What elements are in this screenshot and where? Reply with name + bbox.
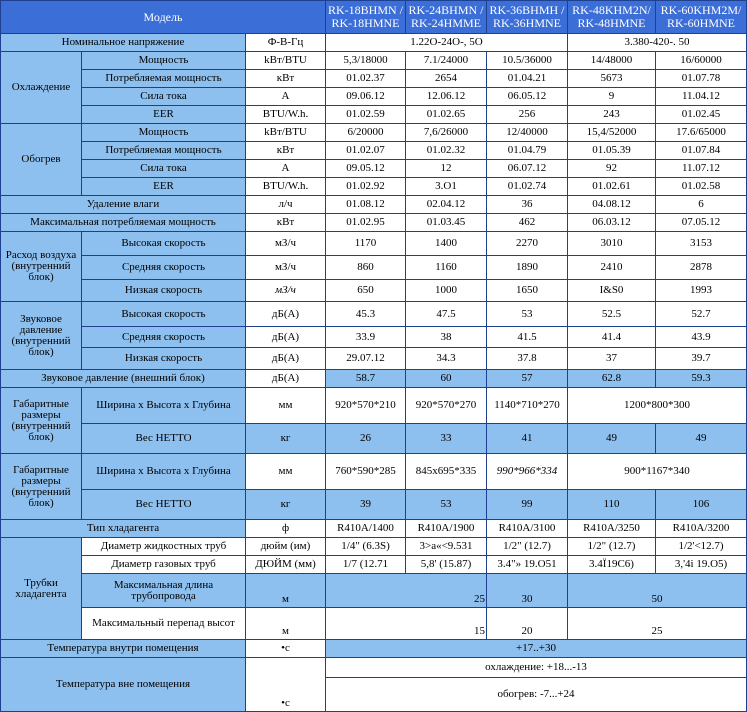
value-cell: 53: [406, 490, 487, 520]
dims-in-weight-row: [1, 424, 747, 454]
value-cell: 3010: [568, 232, 656, 256]
row-label: Средняя скорость: [82, 327, 246, 348]
value-cell: 09.06.12: [326, 88, 406, 106]
model-header: Модель: [1, 1, 326, 34]
row-label: Сила тока: [82, 160, 246, 178]
value-cell: 2270: [487, 232, 568, 256]
value-cell: 900*1167*340: [568, 454, 747, 490]
value-cell: 01.07.84: [656, 142, 747, 160]
value-cell: 43.9: [656, 327, 747, 348]
value-cell: 01.02.07: [326, 142, 406, 160]
value-cell: 1/2" (12.7): [487, 538, 568, 556]
value-cell: 760*590*285: [326, 454, 406, 490]
value-cell: 1993: [656, 280, 747, 302]
row-label: Максимальная длина трубопровода: [82, 574, 246, 608]
row-label: Температура вне помещения: [1, 658, 246, 712]
row-label: Ширина х Высота х Глубина: [82, 454, 246, 490]
model-2: RK-24BHMN / RK-24HMME: [406, 1, 487, 34]
value-cell: 1/4" (6.3S): [326, 538, 406, 556]
value-cell: 990*966*334: [487, 454, 568, 490]
row-label: Средняя скорость: [82, 256, 246, 280]
value-cell: I&S0: [568, 280, 656, 302]
group-cooling: Охлаждение: [1, 52, 82, 124]
value-cell: 49: [568, 424, 656, 454]
value-cell: 1140*710*270: [487, 388, 568, 424]
value-cell: 17.6/65000: [656, 124, 747, 142]
value-cell: 62.8: [568, 370, 656, 388]
heating-consumption-row: [1, 142, 747, 160]
value-cell: обогрев: -7...+24: [326, 678, 747, 712]
value-cell: 11.07.12: [656, 160, 747, 178]
airflow-low-row: [1, 280, 747, 302]
value-cell: 01.02.95: [326, 214, 406, 232]
unit-cell: дюйм (им): [246, 538, 326, 556]
value-cell: 3.О1: [406, 178, 487, 196]
unit-cell: л/ч: [246, 196, 326, 214]
value-cell: 06.07.12: [487, 160, 568, 178]
value-cell: 106: [656, 490, 747, 520]
value-cell: 25: [326, 574, 487, 608]
value-cell: 06.03.12: [568, 214, 656, 232]
voltage-row: [1, 34, 747, 52]
noise-mid-row: [1, 327, 747, 348]
row-label: Сила тока: [82, 88, 246, 106]
value-cell: 14/48000: [568, 52, 656, 70]
group-airflow: Расход воздуха (внутренний блок): [1, 232, 82, 302]
value-cell: 1400: [406, 232, 487, 256]
unit-cell: А: [246, 160, 326, 178]
unit-cell: •с: [246, 640, 326, 658]
refrigerant-row: [1, 520, 747, 538]
model-1: RK-18BHMN / RK-18HMNE: [326, 1, 406, 34]
unit-cell: •с: [246, 658, 326, 712]
value-cell: 1000: [406, 280, 487, 302]
unit-cell: kBт/BTU: [246, 124, 326, 142]
value-cell: 07.05.12: [656, 214, 747, 232]
pipes-gas-row: [1, 556, 747, 574]
value-cell: 02.04.12: [406, 196, 487, 214]
value-cell: 01.02.37: [326, 70, 406, 88]
value-cell: 15,4/52000: [568, 124, 656, 142]
value-cell: 845х695*335: [406, 454, 487, 490]
pipes-maxlen-row: [1, 574, 747, 608]
unit-cell: кВт: [246, 214, 326, 232]
row-label: Номинальное напряжение: [1, 34, 246, 52]
value-cell: 2410: [568, 256, 656, 280]
row-label: Мощность: [82, 52, 246, 70]
row-label: Вес НЕТТО: [82, 424, 246, 454]
value-cell: +17..+30: [326, 640, 747, 658]
row-label: Потребляемая мощность: [82, 142, 246, 160]
value-cell: 01.07.78: [656, 70, 747, 88]
value-cell: 920*570*270: [406, 388, 487, 424]
value-cell: 52.5: [568, 302, 656, 327]
value-cell: 16/60000: [656, 52, 747, 70]
model-3: RK-36BHMH / RK-36HMNE: [487, 1, 568, 34]
value-cell: 920*570*210: [326, 388, 406, 424]
temp-out-cooling-row: [1, 658, 747, 678]
value-cell: R410A/3200: [656, 520, 747, 538]
value-cell: 01.02.74: [487, 178, 568, 196]
value-cell: 37: [568, 348, 656, 370]
value-cell: 3.4"» 19.О51: [487, 556, 568, 574]
row-label: EER: [82, 106, 246, 124]
value-cell: 12.06.12: [406, 88, 487, 106]
value-cell: R410A/1900: [406, 520, 487, 538]
airflow-high-row: [1, 232, 747, 256]
value-cell: 57: [487, 370, 568, 388]
value-cell: 50: [568, 574, 747, 608]
value-cell: 53: [487, 302, 568, 327]
value-cell: 26: [326, 424, 406, 454]
unit-cell: дБ(А): [246, 302, 326, 327]
row-label: Звуковое давление (внешний блок): [1, 370, 246, 388]
value-cell: 01.08.12: [326, 196, 406, 214]
value-cell: 01.03.45: [406, 214, 487, 232]
row-label: Потребляемая мощность: [82, 70, 246, 88]
unit-cell: дБ(А): [246, 370, 326, 388]
value-cell: 39.7: [656, 348, 747, 370]
unit-cell: дБ(А): [246, 327, 326, 348]
value-cell: 30: [487, 574, 568, 608]
temp-in-row: [1, 640, 747, 658]
cooling-power-row: [1, 52, 747, 70]
row-label: Низкая скорость: [82, 348, 246, 370]
value-cell: 3,'4i 19.О5): [656, 556, 747, 574]
value-cell: 09.05.12: [326, 160, 406, 178]
unit-cell: ф: [246, 520, 326, 538]
value-cell: 39: [326, 490, 406, 520]
row-label: Высокая скорость: [82, 302, 246, 327]
dims-in-size-row: [1, 388, 747, 424]
noise-out-row: [1, 370, 747, 388]
row-label: Высокая скорость: [82, 232, 246, 256]
unit-cell: BTU/W.h.: [246, 178, 326, 196]
value-cell: 99: [487, 490, 568, 520]
value-cell: 20: [487, 608, 568, 640]
pipes-maxheight-row: [1, 608, 747, 640]
value-cell: 10.5/36000: [487, 52, 568, 70]
value-cell: 860: [326, 256, 406, 280]
value-cell: 15: [326, 608, 487, 640]
unit-cell: А: [246, 88, 326, 106]
row-label: Вес НЕТТО: [82, 490, 246, 520]
value-cell: 47.5: [406, 302, 487, 327]
unit-cell: мЗ/ч: [246, 256, 326, 280]
value-cell: 2654: [406, 70, 487, 88]
pipes-liquid-row: [1, 538, 747, 556]
value-cell: 49: [656, 424, 747, 454]
heating-current-row: [1, 160, 747, 178]
value-cell: R410A/3100: [487, 520, 568, 538]
value-cell: 01.02.32: [406, 142, 487, 160]
value-cell: 58.7: [326, 370, 406, 388]
row-label: Удаление влаги: [1, 196, 246, 214]
value-cell: 1170: [326, 232, 406, 256]
unit-cell: мм: [246, 454, 326, 490]
value-cell: 1/2'<12.7): [656, 538, 747, 556]
unit-cell: BTU/W.h.: [246, 106, 326, 124]
unit-cell: Ф-В-Гц: [246, 34, 326, 52]
value-cell: 41.4: [568, 327, 656, 348]
heating-eer-row: [1, 178, 747, 196]
value-cell: 01.04.79: [487, 142, 568, 160]
cooling-consumption-row: [1, 70, 747, 88]
unit-cell: м: [246, 574, 326, 608]
value-cell: 01.04.21: [487, 70, 568, 88]
value-cell: 37.8: [487, 348, 568, 370]
value-cell: 5,3/18000: [326, 52, 406, 70]
value-cell: 462: [487, 214, 568, 232]
value-cell: 3153: [656, 232, 747, 256]
value-cell: 41: [487, 424, 568, 454]
row-label: Диаметр жидкостных труб: [82, 538, 246, 556]
value-cell: 04.08.12: [568, 196, 656, 214]
value-cell: 1/2" (12.7): [568, 538, 656, 556]
value-cell: 01.02.45: [656, 106, 747, 124]
value-cell: R410A/1400: [326, 520, 406, 538]
unit-cell: мЗ/ч: [246, 232, 326, 256]
value-cell: 256: [487, 106, 568, 124]
unit-cell: кг: [246, 424, 326, 454]
value-cell: 34.3: [406, 348, 487, 370]
value-cell: 25: [568, 608, 747, 640]
value-cell: 1.22О-24О-, 5О: [326, 34, 568, 52]
value-cell: 5,8' (15.87): [406, 556, 487, 574]
value-cell: 3>a«<9.531: [406, 538, 487, 556]
value-cell: 1/7 (12.71: [326, 556, 406, 574]
row-label: Низкая скорость: [82, 280, 246, 302]
value-cell: 01.05.39: [568, 142, 656, 160]
dehumid-row: [1, 196, 747, 214]
unit-cell: кВт: [246, 142, 326, 160]
value-cell: 1160: [406, 256, 487, 280]
value-cell: R410A/3250: [568, 520, 656, 538]
value-cell: 41.5: [487, 327, 568, 348]
dims-out-weight-row: [1, 490, 747, 520]
value-cell: 01.02.59: [326, 106, 406, 124]
value-cell: 6: [656, 196, 747, 214]
value-cell: 5673: [568, 70, 656, 88]
value-cell: 45.3: [326, 302, 406, 327]
value-cell: 1650: [487, 280, 568, 302]
value-cell: 92: [568, 160, 656, 178]
value-cell: 7.1/24000: [406, 52, 487, 70]
value-cell: 01.02.92: [326, 178, 406, 196]
heating-power-row: [1, 124, 747, 142]
value-cell: 38: [406, 327, 487, 348]
value-cell: 01.02.58: [656, 178, 747, 196]
row-label: Максимальный перепад высот: [82, 608, 246, 640]
header-row: [1, 1, 747, 34]
group-pipes: Трубки хладагента: [1, 538, 82, 640]
value-cell: 11.04.12: [656, 88, 747, 106]
row-label: Тип хладагента: [1, 520, 246, 538]
unit-cell: дБ(А): [246, 348, 326, 370]
model-5: RK-60KHM2M/ RK-60HMNE: [656, 1, 747, 34]
max-power-row: [1, 214, 747, 232]
value-cell: 3.4Ï19C6): [568, 556, 656, 574]
unit-cell: мм: [246, 388, 326, 424]
value-cell: 06.05.12: [487, 88, 568, 106]
dims-out-size-row: [1, 454, 747, 490]
value-cell: 01.02.61: [568, 178, 656, 196]
model-4: RK-48KHM2N/ RK-48HMNE: [568, 1, 656, 34]
cooling-current-row: [1, 88, 747, 106]
unit-cell: мЗ/ч: [246, 280, 326, 302]
unit-cell: кг: [246, 490, 326, 520]
value-cell: 12: [406, 160, 487, 178]
row-label: Ширина х Высота х Глубина: [82, 388, 246, 424]
unit-cell: kBт/BTU: [246, 52, 326, 70]
row-label: Температура внутри помещения: [1, 640, 246, 658]
group-heating: Обогрев: [1, 124, 82, 196]
value-cell: 9: [568, 88, 656, 106]
value-cell: 7,6/26000: [406, 124, 487, 142]
value-cell: 6/20000: [326, 124, 406, 142]
unit-cell: м: [246, 608, 326, 640]
value-cell: охлаждение: +18...-13: [326, 658, 747, 678]
value-cell: 33.9: [326, 327, 406, 348]
value-cell: 110: [568, 490, 656, 520]
noise-low-row: [1, 348, 747, 370]
value-cell: 1200*800*300: [568, 388, 747, 424]
group-noise: Звуковое давление (внутренний блок): [1, 302, 82, 370]
cooling-eer-row: [1, 106, 747, 124]
unit-cell: кВт: [246, 70, 326, 88]
value-cell: 36: [487, 196, 568, 214]
value-cell: 59.3: [656, 370, 747, 388]
row-label: Диаметр газовых труб: [82, 556, 246, 574]
value-cell: 2878: [656, 256, 747, 280]
noise-high-row: [1, 302, 747, 327]
row-label: Максимальная потребляемая мощность: [1, 214, 246, 232]
value-cell: 650: [326, 280, 406, 302]
value-cell: 3.380-420-. 50: [568, 34, 747, 52]
value-cell: 12/40000: [487, 124, 568, 142]
row-label: Мощность: [82, 124, 246, 142]
value-cell: 01.02.65: [406, 106, 487, 124]
airflow-mid-row: [1, 256, 747, 280]
value-cell: 60: [406, 370, 487, 388]
value-cell: 29.07.12: [326, 348, 406, 370]
value-cell: 33: [406, 424, 487, 454]
value-cell: 243: [568, 106, 656, 124]
value-cell: 1890: [487, 256, 568, 280]
row-label: EER: [82, 178, 246, 196]
value-cell: 52.7: [656, 302, 747, 327]
group-dims-out: Габаритные размеры (внутренний блок): [1, 454, 82, 520]
unit-cell: ДЮЙМ (мм): [246, 556, 326, 574]
group-dims-in: Габаритные размеры (внутренний блок): [1, 388, 82, 454]
